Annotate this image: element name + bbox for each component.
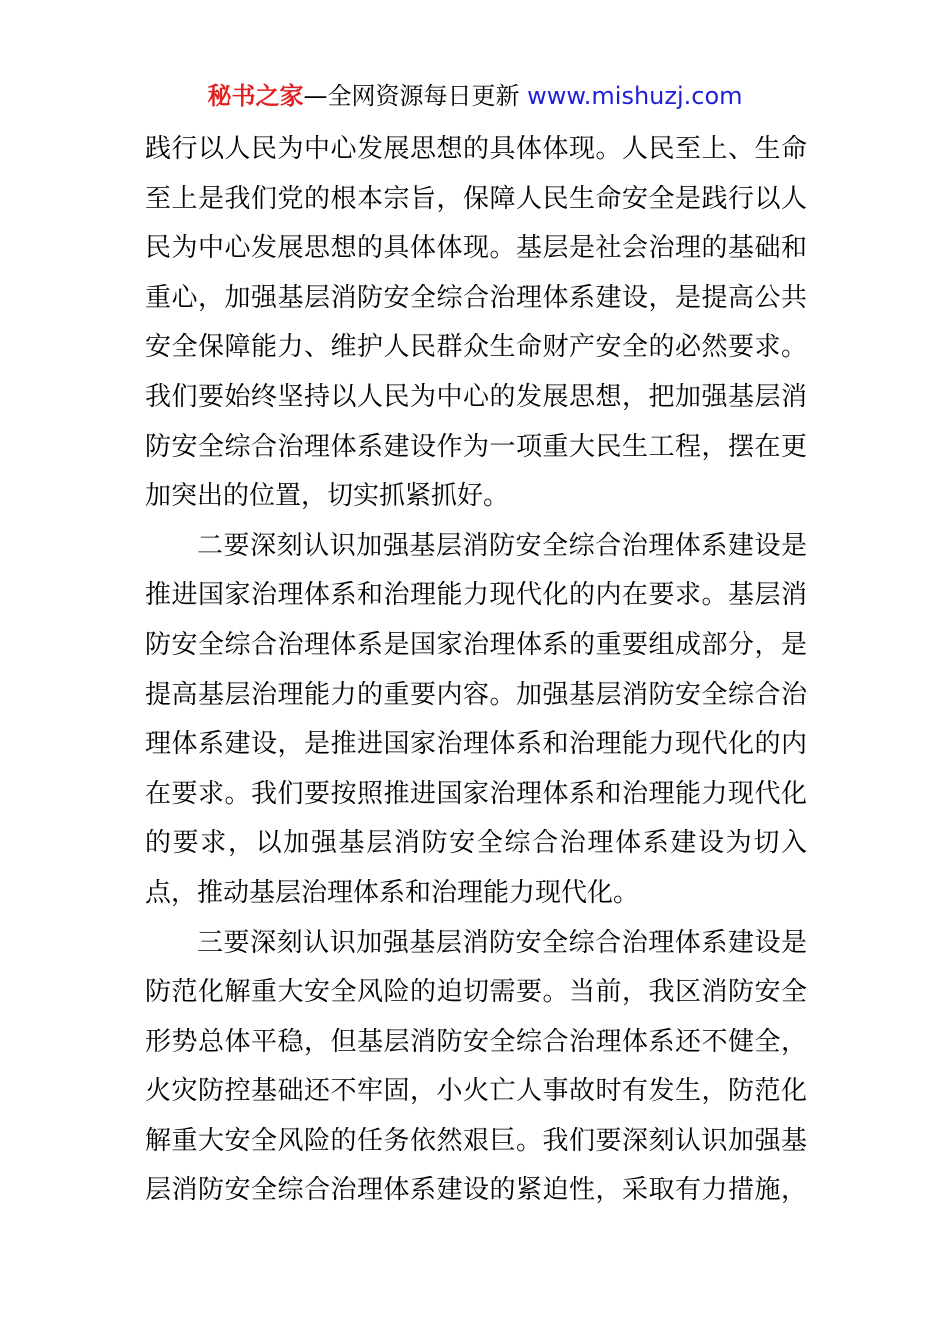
text-line: 防安全综合治理体系建设作为一项重大民生工程，摆在更 xyxy=(145,431,807,462)
text-line: 安全保障能力、维护人民群众生命财产安全的必然要求。 xyxy=(145,332,807,363)
paragraph-3 xyxy=(145,919,807,1217)
text-line: 二要深刻认识加强基层消防安全综合治理体系建设是 xyxy=(197,530,807,561)
paragraph-1 xyxy=(145,125,807,522)
text-line: 防安全综合治理体系是国家治理体系的重要组成部分，是 xyxy=(145,629,807,660)
text-line: 推进国家治理体系和治理能力现代化的内在要求。基层消 xyxy=(145,580,807,611)
text-line: 形势总体平稳，但基层消防安全综合治理体系还不健全， xyxy=(145,1026,807,1057)
site-slogan: —全网资源每日更新 xyxy=(303,82,528,110)
text-line: 火灾防控基础还不牢固，小火亡人事故时有发生，防范化 xyxy=(145,1076,807,1107)
text-line: 在要求。我们要按照推进国家治理体系和治理能力现代化 xyxy=(145,778,807,809)
text-line: 三要深刻认识加强基层消防安全综合治理体系建设是 xyxy=(197,927,807,958)
document-body xyxy=(145,125,807,1216)
text-line: 我们要始终坚持以人民为中心的发展思想，把加强基层消 xyxy=(145,381,807,412)
paragraph-2 xyxy=(145,522,807,919)
brand-name: 秘书之家 xyxy=(207,82,304,110)
text-line: 重心，加强基层消防安全综合治理体系建设，是提高公共 xyxy=(145,282,807,313)
text-line: 防范化解重大安全风险的迫切需要。当前，我区消防安全 xyxy=(145,977,807,1008)
text-line: 的要求，以加强基层消防安全综合治理体系建设为切入 xyxy=(145,828,807,859)
text-line: 践行以人民为中心发展思想的具体体现。人民至上、生命 xyxy=(145,134,807,164)
text-line: 理体系建设，是推进国家治理体系和治理能力现代化的内 xyxy=(145,729,807,760)
text-line: 加突出的位置，切实抓紧抓好。 xyxy=(145,481,510,512)
text-line: 层消防安全综合治理体系建设的紧迫性，采取有力措施， xyxy=(145,1175,807,1206)
text-line: 解重大安全风险的任务依然艰巨。我们要深刻认识加强基 xyxy=(145,1125,807,1156)
text-line: 民为中心发展思想的具体体现。基层是社会治理的基础和 xyxy=(145,233,807,264)
text-line: 提高基层治理能力的重要内容。加强基层消防安全综合治 xyxy=(145,679,807,710)
text-line: 点，推动基层治理体系和治理能力现代化。 xyxy=(145,877,640,908)
text-line: 至上是我们党的根本宗旨，保障人民生命安全是践行以人 xyxy=(145,183,807,214)
site-header xyxy=(0,80,950,112)
site-url-link[interactable]: www.mishuzj.com xyxy=(527,82,743,110)
